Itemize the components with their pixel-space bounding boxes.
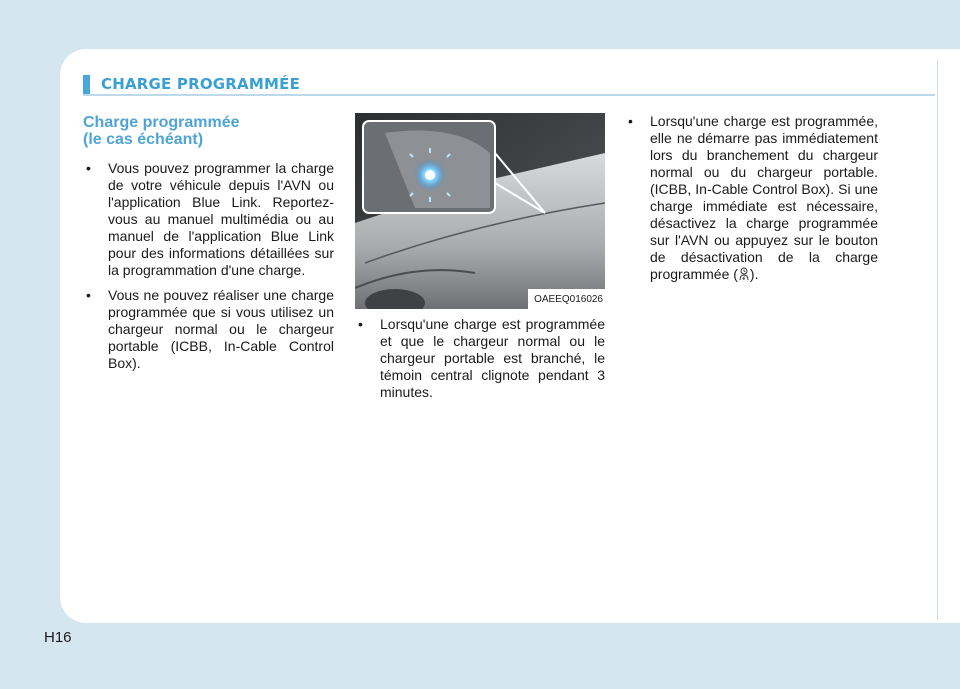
scheduled-charge-icon xyxy=(738,267,750,281)
column-1 xyxy=(83,113,334,380)
bullet-item: • Vous ne pouvez réaliser une charge programmée que si vous utilisez un chargeur normal ou le chargeur portable (ICBB, In-Cable Control Box). xyxy=(83,287,334,372)
figure-code: OAEEQ016026 xyxy=(528,289,605,309)
car-hood-illustration xyxy=(355,113,605,309)
bullet-item: • Lorsqu'une charge est programmée et que le chargeur normal ou le chargeur portable est branché, le témoin central clignote pendant 3 minutes. xyxy=(355,316,605,401)
subheading-line-2: (le cas échéant) xyxy=(83,131,204,148)
bullet-text-end: ). xyxy=(749,266,759,282)
column-3 xyxy=(625,113,878,291)
column-2 xyxy=(355,113,605,409)
section-title: CHARGE PROGRAMMÉE xyxy=(101,75,301,93)
subheading xyxy=(83,114,334,148)
page-number: H16 xyxy=(44,629,72,646)
section-accent-bar xyxy=(83,75,90,94)
bullet-text: Lorsqu'une charge est programmée, elle ne démarre pas immédiatement lors du branchement du chargeur normal ou du chargeur portable. (ICBB, In-Cable Control Box). Si une charge immédiate est nécessaire, désactivez la charge programmée sur l'AVN ou appuyez sur le bouton de désactivation de la charge programmée ( xyxy=(650,113,878,282)
bullet-item: • Vous pouvez programmer la charge de votre véhicule depuis l'AVN ou l'application Blue Link. Reportez-vous au manuel multimédia ou au manuel de l'application Blue Link pour des informations détaillées sur la programmation d'une charge. xyxy=(83,160,334,279)
section-header xyxy=(83,73,935,96)
right-border-rule xyxy=(937,60,938,620)
car-hood-figure xyxy=(355,113,605,309)
subheading-line-1: Charge programmée xyxy=(83,114,240,131)
bullet-item xyxy=(625,113,878,283)
